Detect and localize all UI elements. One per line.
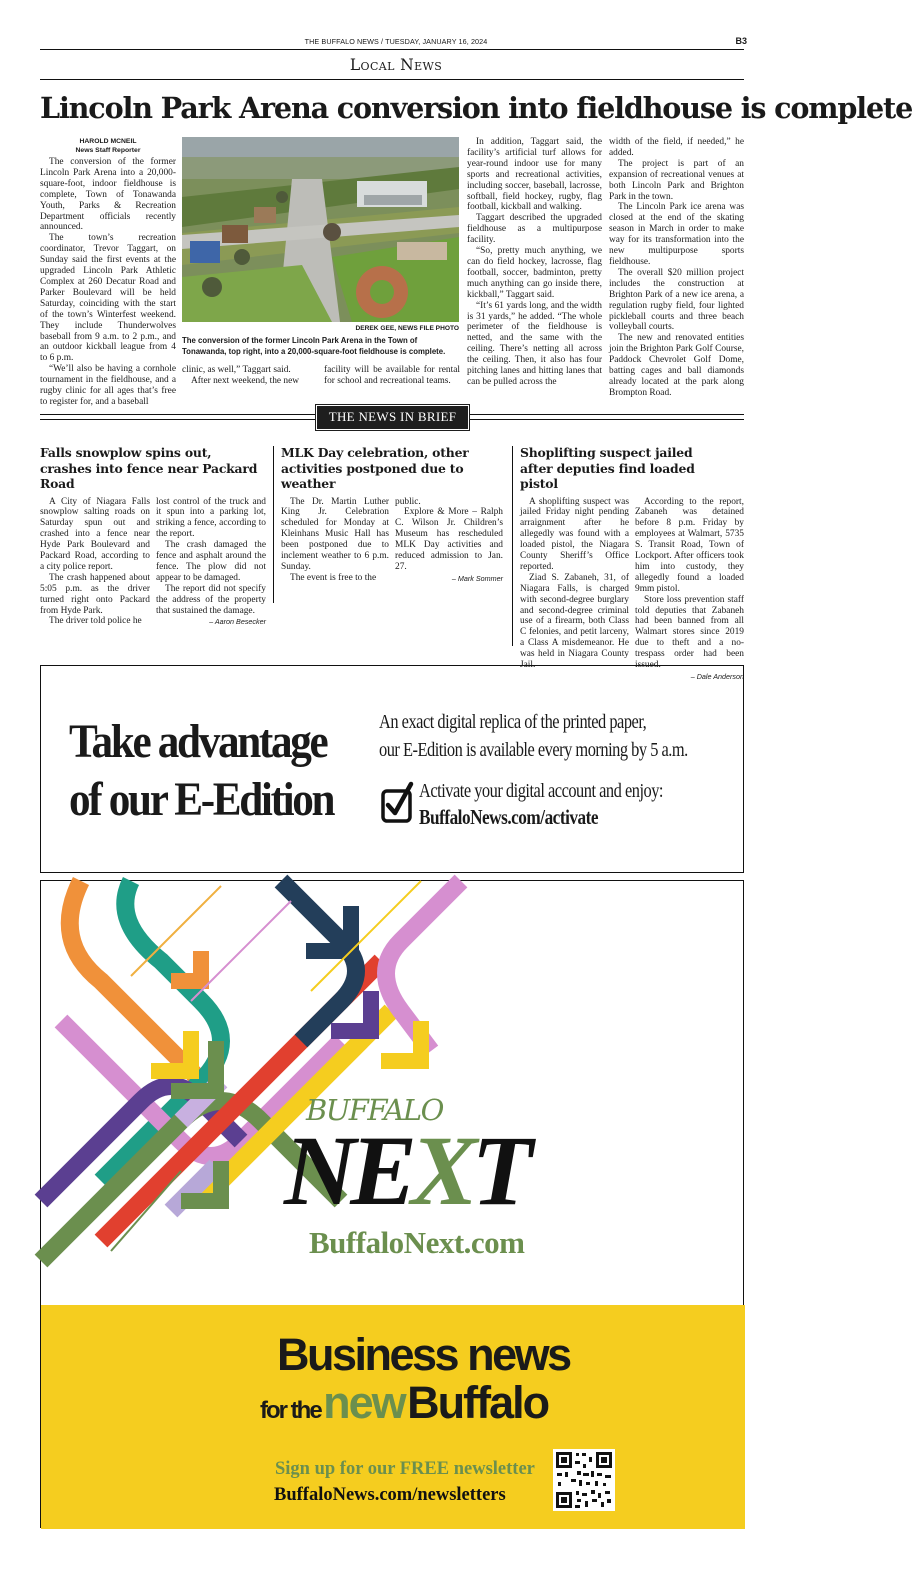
eedition-headline-line-1: Take advantage	[69, 715, 327, 768]
tagline-for-the: for the	[260, 1397, 321, 1424]
tagline-buffalo: Buffalo	[407, 1377, 549, 1428]
next-site-link[interactable]: BuffaloNext.com	[309, 1225, 525, 1260]
page-number: B3	[735, 36, 747, 46]
byline-name: HAROLD MCNEIL	[79, 138, 137, 145]
next-logo-top: BUFFALO	[306, 1093, 443, 1127]
checkbox-icon	[380, 780, 414, 826]
story-paragraph: clinic, as well,” Taggart said.	[182, 365, 291, 375]
photo-credit: DEREK GEE, NEWS FILE PHOTO	[355, 325, 459, 332]
activate-line: Activate your digital account and enjoy:	[419, 780, 664, 802]
brief-credit: – Dale Anderson	[690, 672, 744, 681]
tagline-new: new	[323, 1377, 405, 1428]
newsletter-url-link[interactable]: BuffaloNews.com/newsletters	[274, 1485, 506, 1505]
arena-aerial-photo	[182, 137, 459, 322]
brief-1	[40, 445, 266, 628]
brief-paragraph: Store loss prevention staff told deputies that Zabaneh had been banned from all Walmart stores since 2019 due to theft and a no-trespass order had been issued.	[635, 594, 744, 671]
brief-headline: MLK Day celebration, other activities postponed due to weather	[281, 445, 469, 491]
tagline-line-2	[260, 1377, 548, 1429]
brief-paragraph: lost control of the truck and it spun into a parking lot, striking a fence, according to the report.	[156, 496, 266, 540]
lead-column-3	[324, 365, 460, 387]
aerial-photo-art	[182, 137, 459, 322]
header-rule-bottom	[40, 79, 744, 80]
folio-line: THE BUFFALO NEWS / TUESDAY, JANUARY 16, 2024	[304, 37, 488, 46]
brief-paragraph: Ziad S. Zabaneh, 31, of Niagara Falls, is charged with second-degree burglary and second-degree criminal use of a firearm, both Class C felonies, and petit larceny, a Class A misdemeanor. He was held in Niagara County Jail.	[520, 572, 629, 671]
story-paragraph: facility will be available for rental for school and recreational teams.	[324, 365, 460, 386]
qr-code-icon[interactable]	[553, 1449, 615, 1511]
header-rule-top	[40, 49, 744, 50]
story-paragraph: The project is part of an expansion of recreational venues at both Lincoln Park and Brighton Park in the town.	[609, 158, 744, 202]
next-yellow-panel	[41, 1305, 745, 1529]
next-logo-t: T	[471, 1115, 527, 1226]
photo-caption: The conversion of the former Lincoln Park Arena in the Town of Tonawanda, top right, into a 20,000-square-foot fieldhouse is complete.	[182, 336, 446, 356]
eedition-headline	[69, 713, 339, 829]
eedition-copy-line-1: An exact digital replica of the printed paper,	[379, 711, 647, 733]
brief-paragraph: According to the report, Zabaneh was detained before 8 p.m. Friday by employees at Walmart, 5735 S. Transit Road, Town of Lockport. After officers took him into custody, they allegedly found a loaded 9mm pistol.	[635, 496, 744, 594]
lead-headline: Lincoln Park Arena conversion into fieldhouse is complete	[40, 91, 912, 125]
story-paragraph: Taggart described the upgraded fieldhouse as a multipurpose facility.	[467, 213, 602, 246]
brief-credit: – Aaron Besecker	[209, 617, 266, 627]
activate-url-link[interactable]: BuffaloNews.com/activate	[419, 805, 599, 829]
tagline-line-1: Business news	[277, 1329, 570, 1380]
section-label: Local News	[349, 56, 443, 74]
story-paragraph: The town’s recreation coordinator, Trevor Taggart, on Sunday said the first events at the upgraded Lincoln Park Athletic Complex at 260 Decatur Road and Parker Boulevard will be held Saturday, coinciding with the start of the town’s Winterfest weekend. They include Thunderwolves baseball from 9 a.m. to 2 p.m., and an outdoor kickball league from 4 to 6 p.m.	[40, 233, 176, 364]
brief-paragraph: The crash damaged the fence and asphalt around the fence. The plow did not appear to be damaged.	[156, 540, 266, 583]
brief-paragraph: public.	[395, 496, 421, 507]
next-logo-wordmark	[284, 1115, 527, 1226]
buffalo-next-ad[interactable]	[40, 880, 744, 1528]
story-paragraph: “It’s 61 yards long, and the width is 31 yards,” he added. “The whole perimeter of the fieldhouse is netted, and the same with the ceiling. There’s netting all across the ceiling. Then, it also has four pitching lanes and hitting lanes that can be pulled across the	[467, 300, 602, 387]
brief-divider	[512, 446, 513, 646]
lead-column-5	[609, 137, 744, 399]
story-paragraph: After next weekend, the new	[191, 375, 300, 386]
story-paragraph: The overall $20 million project includes the construction at Brighton Park of a new ice arena, a regulation rugby field, four lighted pickleball courts and three beach volleyball courts.	[609, 267, 744, 333]
brief-paragraph: A City of Niagara Falls snowplow salting roads on Saturday spun out and crashed into a fence near Hyde Park Boulevard and Packard Road, according to a city police report.	[40, 496, 150, 572]
story-paragraph: The Lincoln Park ice arena was closed at the end of the skating season in March in order to make way for its transformation into the new multipurpose sports fieldhouse.	[609, 202, 744, 267]
next-logo-x: X	[410, 1115, 472, 1226]
story-paragraph: In addition, Taggart said, the facility’s artificial turf allows for year-round indoor use for many sports and recreational activities, including soccer, baseball, lacrosse, softball, field hockey, rugby, flag football, kickball and walking.	[467, 137, 602, 213]
brief-paragraph: Explore & More – Ralph C. Wilson Jr. Children’s Museum has rescheduled MLK Day activities and reduced admission to Jan. 27.	[395, 507, 503, 572]
eedition-ad[interactable]	[40, 665, 744, 873]
brief-divider	[273, 446, 274, 603]
lead-column-2	[182, 365, 319, 387]
brief-3	[520, 445, 744, 683]
brief-paragraph: The crash happened about 5:05 p.m. as the driver turned right onto Packard from Hyde Park.	[40, 572, 150, 616]
story-paragraph: The conversion of the former Lincoln Park Arena into a 20,000-square-foot, indoor fieldhouse is complete, Town of Tonawanda Youth, Parks & Recreation Department officials recently announced.	[40, 157, 176, 233]
byline-title: News Staff Reporter	[75, 147, 141, 154]
brief-paragraph: A shoplifting suspect was jailed Friday night pending arraignment after he allegedly was found with a loaded pistol, the Niagara County Sheriff’s Office reported.	[520, 496, 629, 572]
eedition-copy	[379, 708, 688, 764]
brief-headline: Falls snowplow spins out, crashes into fence near Packard Road	[40, 445, 258, 491]
story-paragraph: “So, pretty much anything, we can do field hockey, lacrosse, flag football, soccer, badminton, pretty much anything can go inside there, kickball,” Taggart said.	[467, 246, 602, 300]
story-paragraph: “We’ll also be having a cornhole tournament in the fieldhouse, and a rugby clinic for all ages that’s free to register for, and a baseball	[40, 364, 176, 407]
brief-paragraph: The event is free to the	[290, 572, 377, 583]
brief-credit: – Mark Sommer	[451, 573, 503, 583]
story-paragraph: The new and renovated entities join the Brighton Park Golf Course, Paddock Chevrolet Golf Dome, batting cages and ball diamonds already located at the park along Brompton Road.	[609, 333, 744, 398]
brief-paragraph: The report did not specify the address of the property that sustained the damage.	[156, 583, 266, 616]
brief-paragraph: The Dr. Martin Luther King Jr. Celebration scheduled for Monday at Kleinhans Music Hall has been postponed due to inclement weather to 6 p.m. Sunday.	[281, 496, 389, 572]
lead-column-1	[40, 137, 176, 408]
lead-column-4	[467, 137, 602, 388]
eedition-headline-line-2: of our E-Edition	[69, 773, 334, 826]
eedition-activate	[419, 778, 663, 830]
brief-2	[281, 445, 505, 585]
brief-paragraph: The driver told police he	[49, 616, 142, 627]
next-logo-ne: NE	[284, 1115, 411, 1226]
brief-banner	[316, 405, 469, 430]
eedition-copy-line-2: our E-Edition is available every morning by 5 a.m.	[379, 739, 688, 761]
brief-banner-label: THE NEWS IN BRIEF	[328, 409, 457, 424]
newsletter-signup: Sign up for our FREE newsletter	[275, 1459, 535, 1479]
story-paragraph: width of the field, if needed,” he added.	[609, 137, 744, 158]
brief-headline: Shoplifting suspect jailed after deputies find loaded pistol	[520, 445, 695, 491]
